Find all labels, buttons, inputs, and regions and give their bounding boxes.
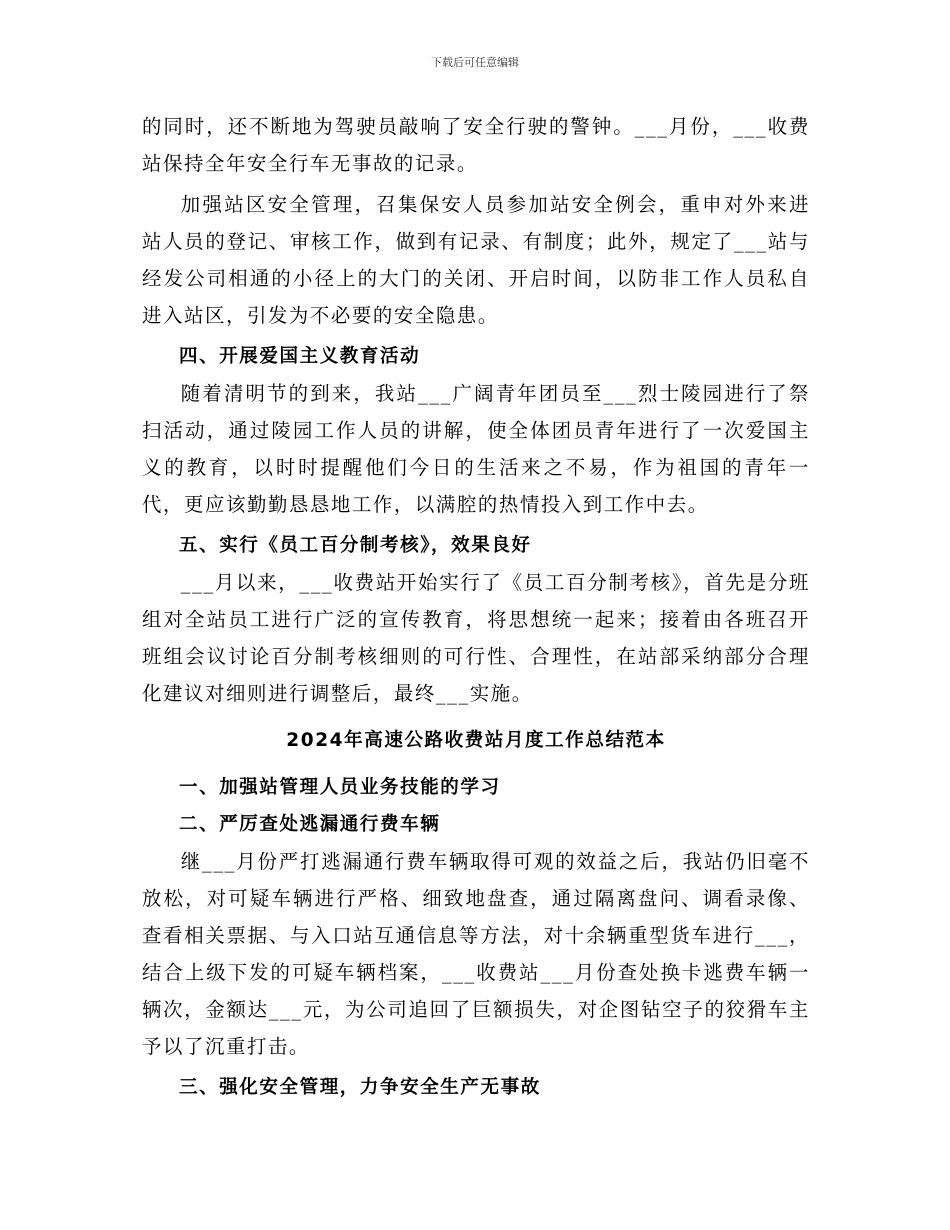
paragraph-continued: 的同时，还不断地为驾驶员敲响了安全行驶的警钟。___月份，___收费站保持全年安全行车无事故的记录。 [142,115,810,175]
paragraph-toll-evasion: 继___月份严打逃漏通行费车辆取得可观的效益之后，我站仍旧毫不放松，对可疑车辆进行严格、细致地盘查，通过隔离盘问、调看录像、查看相关票据、与入口站互通信息等方法，对十余辆重型货车进行___，结合上级下发的可疑车辆档案，___收费站___月份查处换卡逃费车辆一辆次，金额达___元，为公司追回了巨额损失，对企图钻空子的狡猾车主予以了沉重打击。 [142,850,810,1058]
section-heading-safety-production: 三、强化安全管理，力争安全生产无事故 [179,1077,541,1098]
document-body [142,108,810,1106]
section-heading-patriotic-education: 四、开展爱国主义教育活动 [179,346,421,367]
document-title: 2024年高速公路收费站月度工作总结范本 [286,730,666,751]
section-heading-skill-learning: 一、加强站管理人员业务技能的学习 [179,777,501,798]
paragraph-staff-assessment: ___月以来，___收费站开始实行了《员工百分制考核》，首先是分班组对全站员工进行广泛的宣传教育，将思想统一起来；接着由各班召开班组会议讨论百分制考核细则的可行性、合理性，在站部采纳部分合理化建议对细则进行调整后，最终___实施。 [142,571,810,705]
section-heading-toll-evasion: 二、严厉查处逃漏通行费车辆 [179,814,441,835]
section-heading-staff-assessment: 五、实行《员工百分制考核》，效果良好 [179,535,532,556]
page-header-note: 下载后可任意编辑 [431,56,519,69]
paragraph-security-management: 加强站区安全管理，召集保安人员参加站安全例会，重申对外来进站人员的登记、审核工作，做到有记录、有制度；此外，规定了___站与经发公司相通的小径上的大门的关闭、开启时间，以防非工作人员私自进入站区，引发为不必要的安全隐患。 [142,193,810,327]
paragraph-patriotic-education: 随着清明节的到来，我站___广阔青年团员至___烈士陵园进行了祭扫活动，通过陵园工作人员的讲解，使全体团员青年进行了一次爱国主义的教育，以时时提醒他们今日的生活来之不易，作为祖国的青年一代，更应该勤勤恳恳地工作，以满腔的热情投入到工作中去。 [142,382,810,516]
